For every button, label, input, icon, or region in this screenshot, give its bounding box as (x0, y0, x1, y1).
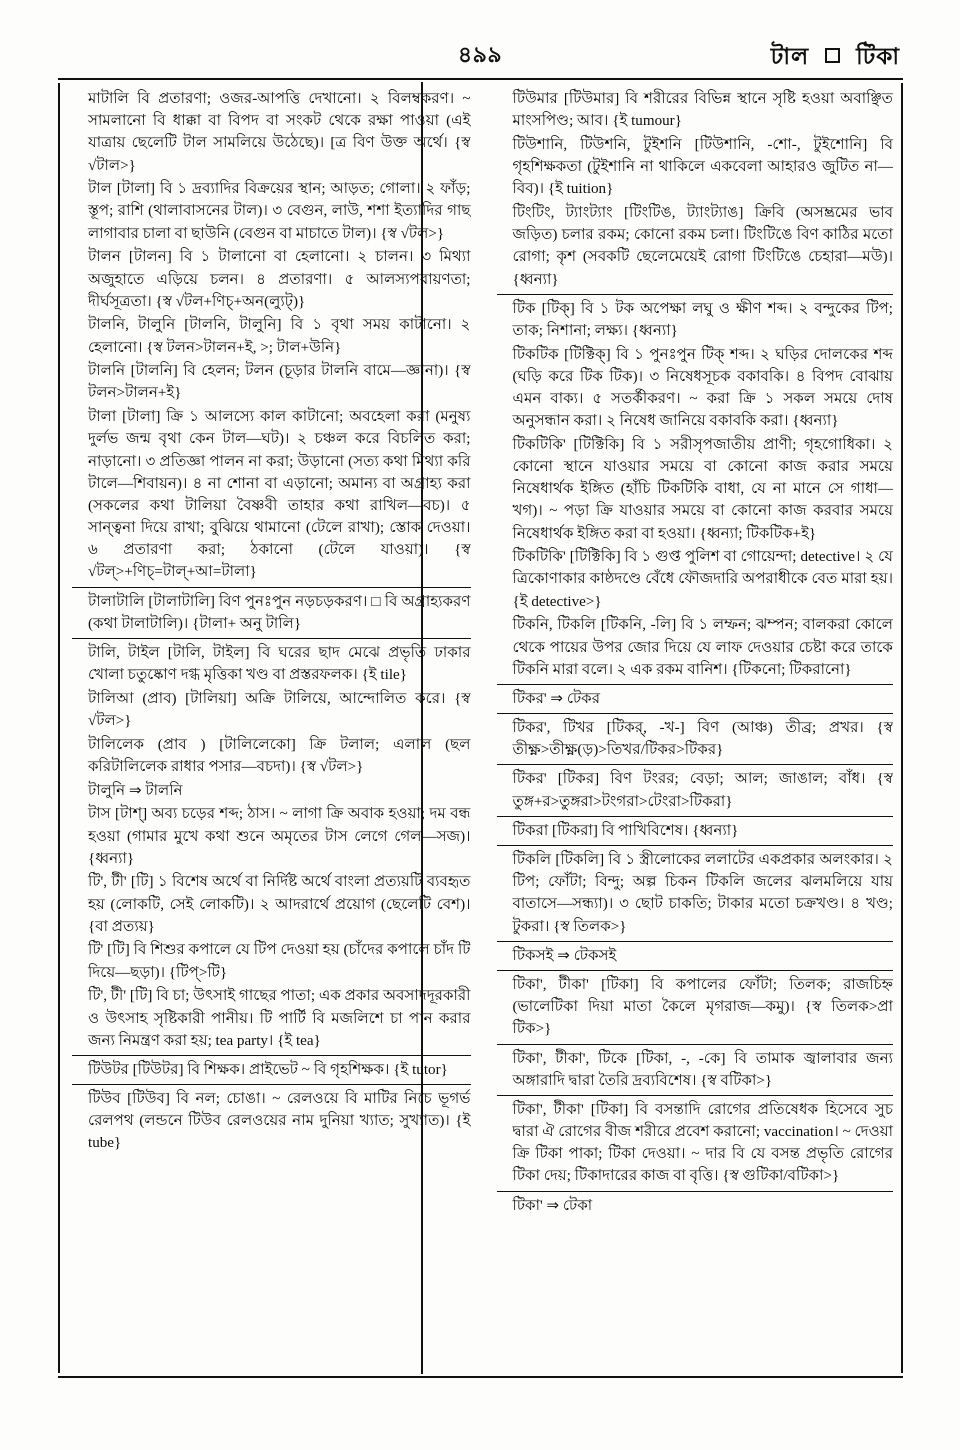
dict-entry: টিকসই ⇒ টেকসই (512, 947, 617, 964)
dict-entry: টিকরা [টিকরা] বি পাখিবিশেষ। {ধ্বন্যা} (512, 822, 739, 839)
entry-rule (497, 684, 894, 685)
entry-rule (72, 587, 471, 588)
dict-entry: টিকনি, টিকলি [টিকনি, -লি] বি ১ লম্ফন; ঝম্পন; বালকরা কোলে থেকে পায়ের উপর জোর দিয়ে যে লাফ দেওয়ার চেষ্টা করে তাকে টিকনি মারা বলে। ২ এক রকম বানিশ। {টিকনো; টিকরানো} (512, 617, 893, 678)
dict-entry: টালন [টালন] বি ১ টালানো বা হেলানো। ২ চালন। ৩ মিথ্যা অজুহাতে এড়িয়ে চলন। ৪ প্রতারণা। ৫ আলস্যপরায়ণতা; দীর্ঘসূত্রতা। {স্ব √টল+ণিচ্+অন(ল্যুট্)} (88, 249, 471, 310)
running-head-left-word: টাল (770, 44, 810, 69)
page-number: ৪৯৯ (457, 42, 503, 67)
columns-container (58, 80, 903, 1380)
dict-entry: টালনি, টালুনি [টালনি, টালুনি] বি ১ বৃথা সময় কাটানো। ২ হেলানো। {স্ব টলন>টালন+ই, >; টাল+উনি} (88, 317, 471, 356)
entry-rule (497, 970, 894, 971)
running-head (771, 38, 900, 77)
dict-entry: টিউমার [টিউমার] বি শরীরের বিভিন্ন স্থানে সৃষ্টি হওয়া অবাঞ্ছিত মাংসপিণ্ড; আব। {ই tumour} (512, 91, 893, 130)
running-head-right-word: টিকা (856, 44, 900, 69)
entry-rule (497, 845, 894, 846)
entry-rule (497, 1044, 894, 1045)
dict-entry: টাল [টালা] বি ১ দ্রব্যাদির বিক্রয়ের স্থান; আড়ত; গোলা। ২ ফাঁড়; স্তূপ; রাশি (থালাবাসনের টাল)। ৩ বেগুন, লাউ, শশা ইত্যাদির গাছ লাগাবার চালা বা ছাউনি (বেগুন বা মাচাতে টাল)। {স্ব √টল>} (88, 181, 471, 242)
dict-entry: টালিআ (প্রাব) [টালিয়া] অক্রি টালিয়ে, আন্দোলিত করে। {স্ব √টল>} (88, 690, 471, 730)
dict-entry: টালিলেক (প্রাব ) [টালিলেকো] ক্রি টলাল; এলাল (ছল করিটালিলেক রাধার পসার—বচদা)। {স্ব √টল>} (88, 736, 471, 775)
dict-entry: টিকর' ⇒ টেকর (512, 690, 601, 707)
dict-entry: টালুনি ⇒ টালনি (88, 782, 183, 799)
dict-entry: টিউব [টিউব] বি নল; চোঙা। ~ রেলওয়ে বি মাটির নিচে ভূগর্ভ রেলপথ (লন্ডনে টিউব রেলওয়ের নাম দুনিয়া খ্যাত; সুখ্যাত)। {ই tube} (88, 1091, 471, 1152)
dict-entry: মাটালি বি প্রতারণা; ওজর-আপত্তি দেখানো। ২ বিলম্বকরণ। ~ সামলানো বি ধাক্কা বা বিপদ বা সংকট থেকে রক্ষা পাওয়া (এই যাত্রায় ছেলেটি টাল সামলিয়ে উঠেছে)। [ত্র বিণ উক্ত অর্থে। {স্ব √টাল>} (88, 91, 471, 174)
dict-entry: টিকলি [টিকলি] বি ১ স্ত্রীলোকের ললাটের একপ্রকার অলংকার। ২ টিপ; ফোঁটা; বিন্দু; অল্প চিকন টিকলি জলের ঝলমলিয়ে যায় বাতাসে—সন্ধ্যা)। ৩ ছোট চাকতি; টাকার মতো চক্রখণ্ড। ৪ খণ্ড; টুকরা। {স্ব তিলক>} (512, 852, 893, 935)
dict-entry: টিকা' ⇒ টেকা (512, 1197, 593, 1214)
dict-entry: টালি, টাইল [টালি, টাইল] বি ঘরের ছাদ মেঝে প্রভৃতি ঢাকার খোলা চতুষ্কোণ দগ্ধ মৃত্তিকা খণ্ড বা প্রস্তরফলক। {ই tile} (88, 645, 471, 684)
dict-entry: টি', টী' [টি] ১ বিশেষ অর্থে বা নির্দিষ্ট অর্থে বাংলা প্রত্যয়টি ব্যবহৃত হয় (লোকটি, সেই লোকটি)। ২ আদরার্থে প্রয়োগ (ছেলেটি বেশ)। {বা প্রত্যয়} (88, 874, 471, 935)
dict-entry: টিকা', টীকা' [টিকা] বি কপালের ফোঁটা; তিলক; রাজচিহ্ন (ভালেটিকা দিয়া মাতা কৈলে মৃগরাজ—কমু)। {স্ব তিলক>প্রা টিক>} (512, 976, 893, 1038)
dict-entry: টিকা', টীকা' [টিকা] বি বসন্তাদি রোগের প্রতিষেধক হিসেবে সুচ দ্বারা ঐ রোগের বীজ শরীরে প্রবেশ করানো; vaccination। ~ দেওয়া ক্রি টিকা পাকা; টিকা দেওয়া। ~ দার বি যে বসন্ত প্রভৃতি রোগের টিকা দেয়; টিকাদারের কাজ বা বৃত্তি। {স্ব গুটিকা/বটিকা>} (512, 1101, 893, 1185)
dict-entry: টিউটর [টিউটর] বি শিক্ষক। প্রাইভেট ~ বি গৃহশিক্ষক। {ই tutor} (88, 1061, 448, 1078)
square-glyph-icon (825, 48, 840, 63)
dict-entry: টালনি [টালনি] বি হেলন; টলন (চূড়ার টালনি বামে—জ্ঞানা)। {স্ব টলন>টালন+ই} (88, 363, 471, 402)
entry-rule (497, 941, 894, 942)
page-header (60, 38, 900, 68)
dict-entry: টিকটিকি' [টিক্টিকি] বি ১ সরীসৃপজাতীয় প্রাণী; গৃহগোধিকা। ২ কোনো স্থানে যাওয়ার সময়ে বা কোনো কাজ করার সময়ে নিষেধার্থক ইঙ্গিত (হাঁচি টিকটিকি বাধা, যে না মানে সে গাধা—খগ)। ~ পড়া ক্রি যাওয়ার সময়ে বা কোনো কাজ করবার সময়ে নিষেধার্থক ইঙ্গিত করা বা হওয়া। {ধ্বন্যা; টিকটিক+ই} (512, 436, 893, 542)
dict-entry: টিউশানি, টিউশনি, টুইশনি [টিউশানি, -শো-, টুইশোনি] বি গৃহশিক্ষকতা (টুইশানি না থাকিলে একবেলা আহারও জুটিত না—বিব)। {ই tuition} (512, 136, 893, 198)
dict-entry: টিংটিং, ট্যাংট্যাং [টিংটিঙ, ট্যাংট্যাঙ] ক্রিবি (অসম্ভ্রমের ভাব জড়িত) চলার রকম; কোনো রকম চলা। টিংটিঙে বিণ কাঠির মতো রোগা; কৃশ (সবকটি ছেলেমেয়েই রোগা টিংটিঙে চেহারা—মউ)। {ধ্বন্যা} (512, 204, 893, 288)
dict-entry: টিক [টিক্] বি ১ টক অপেক্ষা লঘু ও ক্ষীণ শব্দ। ২ বন্দুকের টিপ; তাক; নিশানা; লক্ষ্য। {ধ্বন্যা} (512, 300, 893, 339)
entry-rule (497, 816, 894, 817)
right-column (481, 80, 904, 1380)
left-column (58, 80, 481, 1380)
dict-entry: টিকা', টীকা', টিকে [টিকা, -, -কে] বি তামাক জ্বালাবার জন্য অঙ্গারাদি দ্বারা তৈরি দ্রব্যবিশেষ। {স্ব বটিকা>} (512, 1050, 893, 1089)
entry-rule (497, 1095, 894, 1096)
dict-entry: টি', টী' [টি] বি চা; উৎসাই গাছের পাতা; এক প্রকার অবসাদদূরকারী ও উৎসাহ সৃষ্টিকারী পানীয়। টি পার্টি বি মজলিশে চা পান করার জন্য নিমন্ত্রণ করা হয়; tea party। {ই tea} (88, 988, 471, 1049)
dict-entry: টিকর', টিখর [টিকর্, -খ-] বিণ (আঞ্চ) তীব্র; প্রখর। {স্ব তীক্ষ্ণ>তীক্ষ্ণ(ড়)>তিখর/টিকর>টিকর} (512, 720, 893, 759)
dict-entry: টিকটিকি' [টিক্টিকি] বি ১ গুপ্ত পুলিশ বা গোয়েন্দা; detective। ২ যে ত্রিকোণাকার কাষ্ঠদণ্ডে বেঁধে ফৌজদারি অপরাধীকে বেত মারা হয়। {ই detective>} (512, 549, 893, 610)
entry-rule (72, 1055, 471, 1056)
dict-entry: টালাটালি [টালাটালি] বিণ পুনঃপুন নড়চড়করণ। □ বি অগ্রাহ্যকরণ (কথা টালাটালি)। {টালা+ অনু টালি} (88, 593, 471, 632)
dict-entry: টিকর' [টিকর] বিণ টংরর; বেড়া; আল; জাঙাল; বাঁধ। {স্ব তুঙ্গ+র>তুঙ্গরা>টংগরা>টেংরা>টিকরা} (512, 771, 893, 810)
entry-rule (72, 1084, 471, 1085)
dict-entry: টি' [টি] বি শিশুর কপালে যে টিপ দেওয়া হয় (চাঁদের কপালে চাঁদ টি দিয়ে—ছড়া)। {টিপ্>টি} (88, 942, 471, 981)
entry-rule (72, 638, 471, 639)
dict-entry: টাস [টাশ্] অব্য চড়ের শব্দ; ঠাস। ~ লাগা ক্রি অবাক হওয়া; দম বন্ধ হওয়া (গামার মুখে কথা শুনে অমৃতের টাস লেগে গেল—সজ)। {ধ্বন্যা} (88, 806, 471, 867)
dict-entry: টিকটিক [টিক্টিক্] বি ১ পুনঃপুন টিক্ শব্দ। ২ ঘড়ির দোলকের শব্দ (ঘড়ি করে টিক টিক)। ৩ নিষেধসূচক বকাবকি। ৪ বিপদ বোঝায় এমন বাক্য। ৫ সতর্কীকরণ। ~ করা ক্রি ১ সকল সময়ে দোষ অনুসন্ধান করা। ২ নিষেধ জানিয়ে বকাবকি করা। {ধ্বন্যা} (512, 346, 893, 430)
entry-rule (497, 294, 894, 295)
entry-rule (497, 713, 894, 714)
entry-rule (497, 764, 894, 765)
dict-entry: টালা [টালা] ক্রি ১ আলস্যে কাল কাটানো; অবহেলা করা (মনুষ্য দুর্লভ জন্ম বৃথা কেন টাল—ঘট)। ২ চঞ্চল করে বিচলিত করা; নাড়ানো। ৩ প্রতিজ্ঞা পালন না করা; উড়ানো (সত্য কথা মিথ্যা করি টালে—শিবায়ন)। ৪ না শোনা বা এড়ানো; অমান্য বা অগ্রাহ্য করা (সকলের কথা টালিয়া বৈষ্ণবী তাহার কথা রাখিল—বচ)। ৫ সান্ত্বনা দিয়ে রাখা; বুঝিয়ে থামানো (টেলে রাখা); স্তোক দেওয়া। ৬ প্রতারণা করা; ঠকানো (টেলে যাওয়া)। {স্ব √টল্>+ণিচ্=টাল্+আ=টালা} (88, 409, 471, 581)
entry-rule (497, 1191, 894, 1192)
